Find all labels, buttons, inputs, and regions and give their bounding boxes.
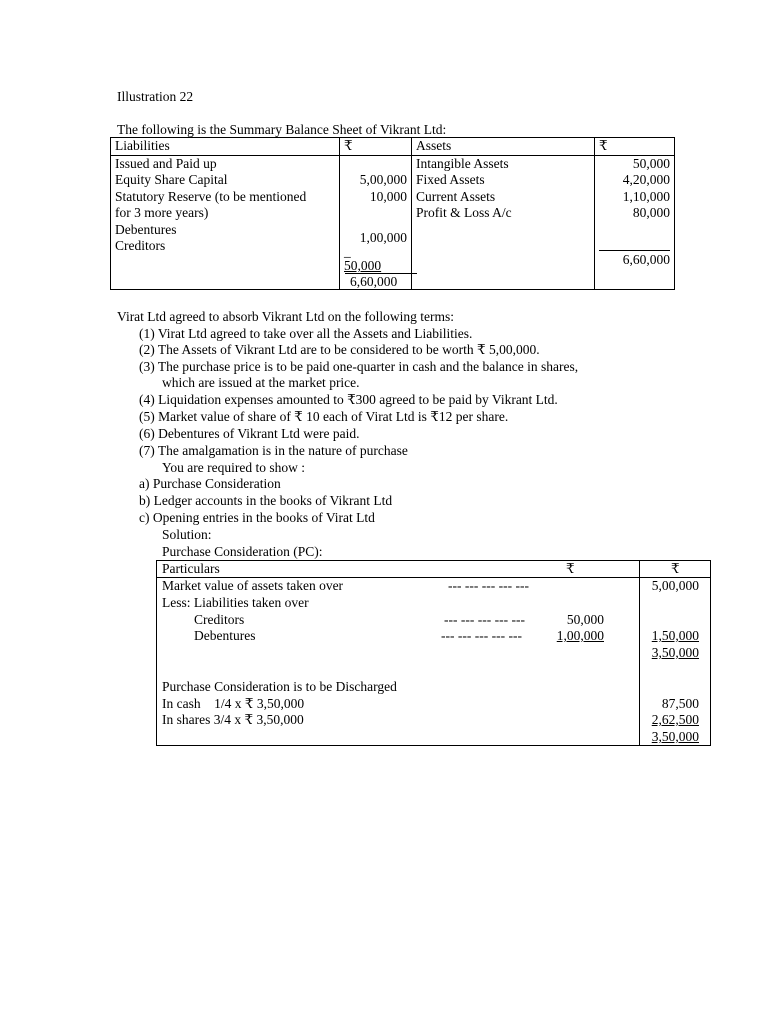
header-rupee-1: ₹ [340, 138, 412, 156]
pc-title: Purchase Consideration (PC): [162, 544, 323, 559]
equity-amount: 5,00,000 [359, 172, 407, 187]
illustration-title: Illustration 22 [117, 89, 194, 104]
term-item: (3) The purchase price is to be paid one-quarter in cash and the balance in shares, [139, 359, 579, 374]
pc-header-particulars: Particulars [162, 561, 220, 576]
intro-text: The following is the Summary Balance Sheet of Vikrant Ltd: [117, 122, 447, 137]
term-item: (4) Liquidation expenses amounted to ₹300 agreed to be paid by Vikrant Ltd. [139, 392, 558, 407]
pc-cash-label: In cash 1/4 x ₹ 3,50,000 [162, 696, 305, 711]
asset-item: Current Assets [416, 188, 496, 204]
liability-amounts-column [340, 155, 412, 289]
asset-amount: 80,000 [632, 205, 670, 220]
header-liabilities: Liabilities [111, 138, 340, 156]
creditors-amount: 50,000 [344, 258, 382, 273]
balance-sheet-table [110, 137, 675, 290]
pc-less-label: Less: Liabilities taken over [162, 595, 309, 610]
asset-item: Fixed Assets [416, 172, 485, 187]
term-item: (2) The Assets of Vikrant Ltd are to be considered to be worth ₹ 5,00,000. [139, 342, 540, 357]
pc-creditors-amount: 50,000 [566, 612, 604, 627]
liabilities-column [111, 155, 340, 289]
header-rupee-2: ₹ [595, 138, 675, 156]
pc-dashes: --- --- --- --- --- [444, 612, 525, 627]
header-assets: Assets [412, 138, 595, 156]
pc-creditors-label: Creditors [194, 612, 245, 627]
term-item: You are required to show : [162, 460, 305, 475]
liability-total: 6,60,000 [350, 274, 398, 289]
asset-amounts-column [595, 155, 675, 289]
asset-item: Profit & Loss A/c [416, 205, 512, 220]
term-item: (5) Market value of share of ₹ 10 each of Virat Ltd is ₹12 per share. [139, 409, 509, 424]
solution-label: Solution: [162, 527, 212, 542]
pc-liabilities-total: 1,50,000 [651, 628, 699, 643]
reserve-amount: 10,000 [369, 188, 407, 204]
term-item: (7) The amalgamation is in the nature of purchase [139, 443, 408, 458]
requirement-item: b) Ledger accounts in the books of Vikrant Ltd [139, 493, 393, 508]
pc-debentures-amount: 1,00,000 [556, 628, 604, 643]
pc-header-rupee-2: ₹ [671, 561, 680, 576]
pc-shares-amount: 2,62,500 [651, 712, 699, 727]
asset-amount: 1,10,000 [622, 188, 670, 204]
pc-debentures-label: Debentures [194, 628, 256, 643]
liability-item: Issued and Paid up [115, 155, 217, 171]
liability-item: Creditors [115, 238, 166, 253]
pc-dashes: --- --- --- --- --- [441, 628, 522, 643]
pc-shares-label: In shares 3/4 x ₹ 3,50,000 [162, 712, 304, 727]
requirement-item: c) Opening entries in the books of Virat Ltd [139, 510, 375, 525]
pc-dashes: --- --- --- --- --- [448, 578, 529, 593]
term-item: (6) Debentures of Vikrant Ltd were paid. [139, 426, 360, 441]
balance-sheet-header-row [111, 138, 675, 156]
asset-amount: 4,20,000 [622, 172, 670, 187]
requirement-item: a) Purchase Consideration [139, 476, 281, 491]
term-item: which are issued at the market price. [162, 375, 360, 390]
term-item: (1) Virat Ltd agreed to take over all the Assets and Liabilities. [139, 326, 473, 341]
pc-discharge-title: Purchase Consideration is to be Discharged [162, 679, 397, 694]
pc-total-amount: 3,50,000 [651, 729, 699, 744]
liability-item: Debentures [115, 221, 177, 237]
liability-item: for 3 more years) [115, 205, 209, 220]
asset-amount: 50,000 [632, 155, 670, 171]
liability-item: Equity Share Capital [115, 172, 228, 187]
asset-item: Intangible Assets [416, 155, 509, 171]
debentures-amount: 1,00,000 [359, 229, 407, 245]
assets-column [412, 155, 595, 289]
liability-item: Statutory Reserve (to be mentioned [115, 188, 307, 204]
pc-header-rupee-1: ₹ [566, 561, 575, 576]
terms-intro: Virat Ltd agreed to absorb Vikrant Ltd on the following terms: [117, 309, 455, 324]
asset-total: 6,60,000 [599, 250, 670, 269]
balance-sheet-body-row [111, 155, 675, 289]
pc-cash-amount: 87,500 [661, 696, 699, 711]
pc-net-amount: 3,50,000 [651, 645, 699, 660]
dash-mark: _ [344, 244, 351, 259]
pc-assets-label: Market value of assets taken over [162, 578, 344, 593]
pc-assets-amount: 5,00,000 [651, 578, 699, 593]
